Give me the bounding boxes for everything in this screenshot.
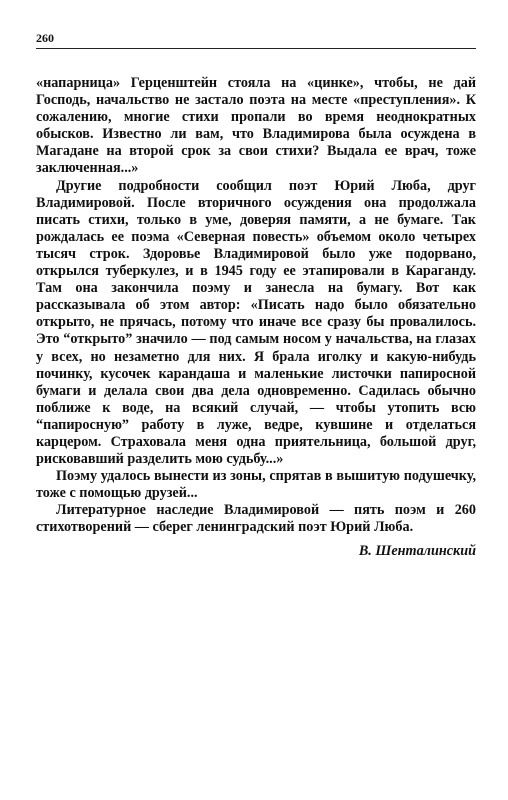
paragraph: Литературное наследие Владимировой — пять поэм и 260 стихотворений — сберег ленинградский поэт Юрий Люба. — [36, 502, 476, 536]
paragraph: Другие подробности сообщил поэт Юрий Люба, друг Владимировой. После вторичного осуждения она продолжала писать стихи, только в уме, доверяя памяти, а не бумаге. Так рождалась ее поэма «Северная повесть» объемом около четырех тысяч строк. Здоровье Владимировой было уже подорвано, открылся туберкулез, и в 1945 году ее этапировали в Караганду. Там она закончила поэму и занесла на бумагу. Вот как рассказывала об этом автор: «Писать надо было обязательно открыто, не прячась, потому что иначе все сразу бы провалилось. Это “открыто” значило — под самым носом у начальства, на глазах у всех, но незаметно для них. Я брала иголку и какую-нибудь починку, кусочек карандаша и маленькие листочки папиросной бумаги и делала свои два дела одновременно. Садилась обычно поближе к воде, на всякий случай, — чтобы утопить всю “папиросную” работу в луже, ведре, кувшине и отделаться карцером. Страховала меня одна приятельница, большой друг, рисковавший разделить мою судьбу...» — [36, 177, 476, 468]
paragraph: «напарница» Герценштейн стояла на «цинке», чтобы, не дай Господь, начальство не застало поэта на месте «преступления». К сожалению, многие стихи пропали во время неоднократных обысков. Известно ли вам, что Владимирова была осуждена в Магадане на второй срок за свои стихи? Выдала ее врач, тоже заключенная...» — [36, 75, 476, 177]
page-number: 260 — [36, 31, 54, 45]
book-page — [36, 30, 476, 560]
paragraph: Поэму удалось вынести из зоны, спрятав в вышитую подушечку, тоже с помощью друзей... — [36, 468, 476, 502]
body-text — [36, 75, 476, 537]
author-signature: В. Шенталинский — [358, 542, 476, 559]
header-rule — [36, 48, 476, 49]
